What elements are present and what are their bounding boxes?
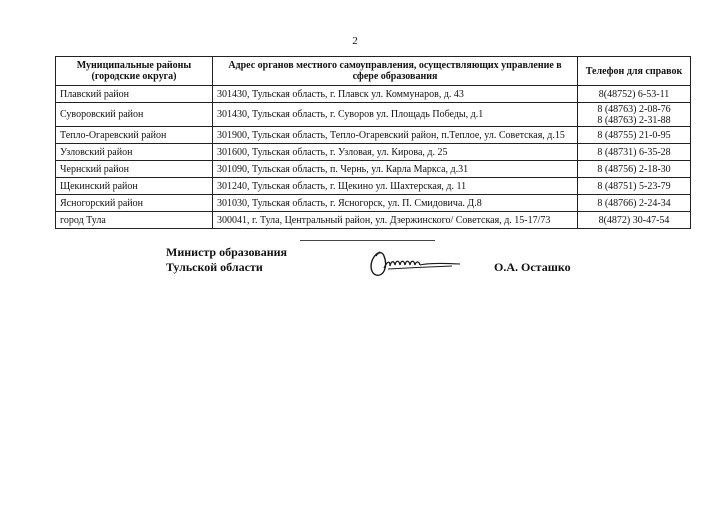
address-cell: 301240, Тульская область, г. Щекино ул. Шахтерская, д. 11 [213, 178, 578, 195]
phone-cell [578, 86, 691, 103]
minister-title-line: Министр образования [166, 245, 288, 259]
phone-number: 8 (48755) 21-0-95 [597, 129, 671, 141]
address-cell: 301090, Тульская область, п. Чернь, ул. Карла Маркса, д.31 [213, 161, 578, 178]
phone-cell [578, 178, 691, 195]
address-cell: 301430, Тульская область, г. Суворов ул. Площадь Победы, д.1 [213, 103, 578, 127]
district-cell: Тепло-Огаревский район [56, 127, 213, 144]
district-cell: Ясногорский район [56, 195, 213, 212]
phone-number: 8 (48751) 5-23-79 [597, 180, 671, 192]
phone-cell [578, 195, 691, 212]
table-row [56, 144, 691, 161]
phone-cell [578, 212, 691, 229]
phone-number: 8(4872) 30-47-54 [598, 214, 670, 226]
table-header-row [56, 57, 691, 86]
phone-number: 8 (48763) 2-31-88 [597, 114, 671, 126]
table-row [56, 161, 691, 178]
address-cell: 301430, Тульская область, г. Плавск ул. Коммунаров, д. 43 [213, 86, 578, 103]
table-row [56, 212, 691, 229]
district-cell: Суворовский район [56, 103, 213, 127]
phone-number: 8 (48763) 2-08-76 [597, 103, 671, 115]
phone-cell [578, 161, 691, 178]
phone-number: 8 (48731) 6-35-28 [597, 146, 671, 158]
signer-name: О.А. Осташко [494, 260, 571, 274]
address-cell: 300041, г. Тула, Центральный район, ул. Дзержинского/ Советская, д. 15-17/73 [213, 212, 578, 229]
district-cell: Чернский район [56, 161, 213, 178]
minister-title-line: Тульской области [166, 260, 263, 274]
phone-number: 8(48752) 6-53-11 [598, 88, 670, 100]
address-cell: 301030, Тульская область, г. Ясногорск, ул. П. Смидовича. Д.8 [213, 195, 578, 212]
header-phone: Телефон для справок [578, 57, 691, 86]
district-cell: город Тула [56, 212, 213, 229]
minister-title [166, 245, 287, 275]
district-cell: Щекинский район [56, 178, 213, 195]
phone-number: 8 (48766) 2-24-34 [597, 197, 671, 209]
header-address: Адрес органов местного самоуправления, осуществляющих управление в сфере образования [213, 57, 578, 86]
phone-number: 8 (48756) 2-18-30 [597, 163, 671, 175]
signature-rule [300, 240, 435, 241]
table-row [56, 178, 691, 195]
table-row [56, 86, 691, 103]
handwritten-signature [366, 244, 462, 278]
table-row [56, 103, 691, 127]
address-cell: 301900, Тульская область, Тепло-Огаревский район, п.Теплое, ул. Советская, д.15 [213, 127, 578, 144]
table-row [56, 127, 691, 144]
page-number: 2 [352, 35, 358, 47]
address-cell: 301600, Тульская область, г. Узловая, ул. Кирова, д. 25 [213, 144, 578, 161]
table-row [56, 195, 691, 212]
phone-cell [578, 103, 691, 127]
phone-cell [578, 127, 691, 144]
header-district: Муниципальные районы (городские округа) [56, 57, 213, 86]
phone-cell [578, 144, 691, 161]
district-cell: Узловский район [56, 144, 213, 161]
education-authorities-table [55, 56, 691, 229]
district-cell: Плавский район [56, 86, 213, 103]
